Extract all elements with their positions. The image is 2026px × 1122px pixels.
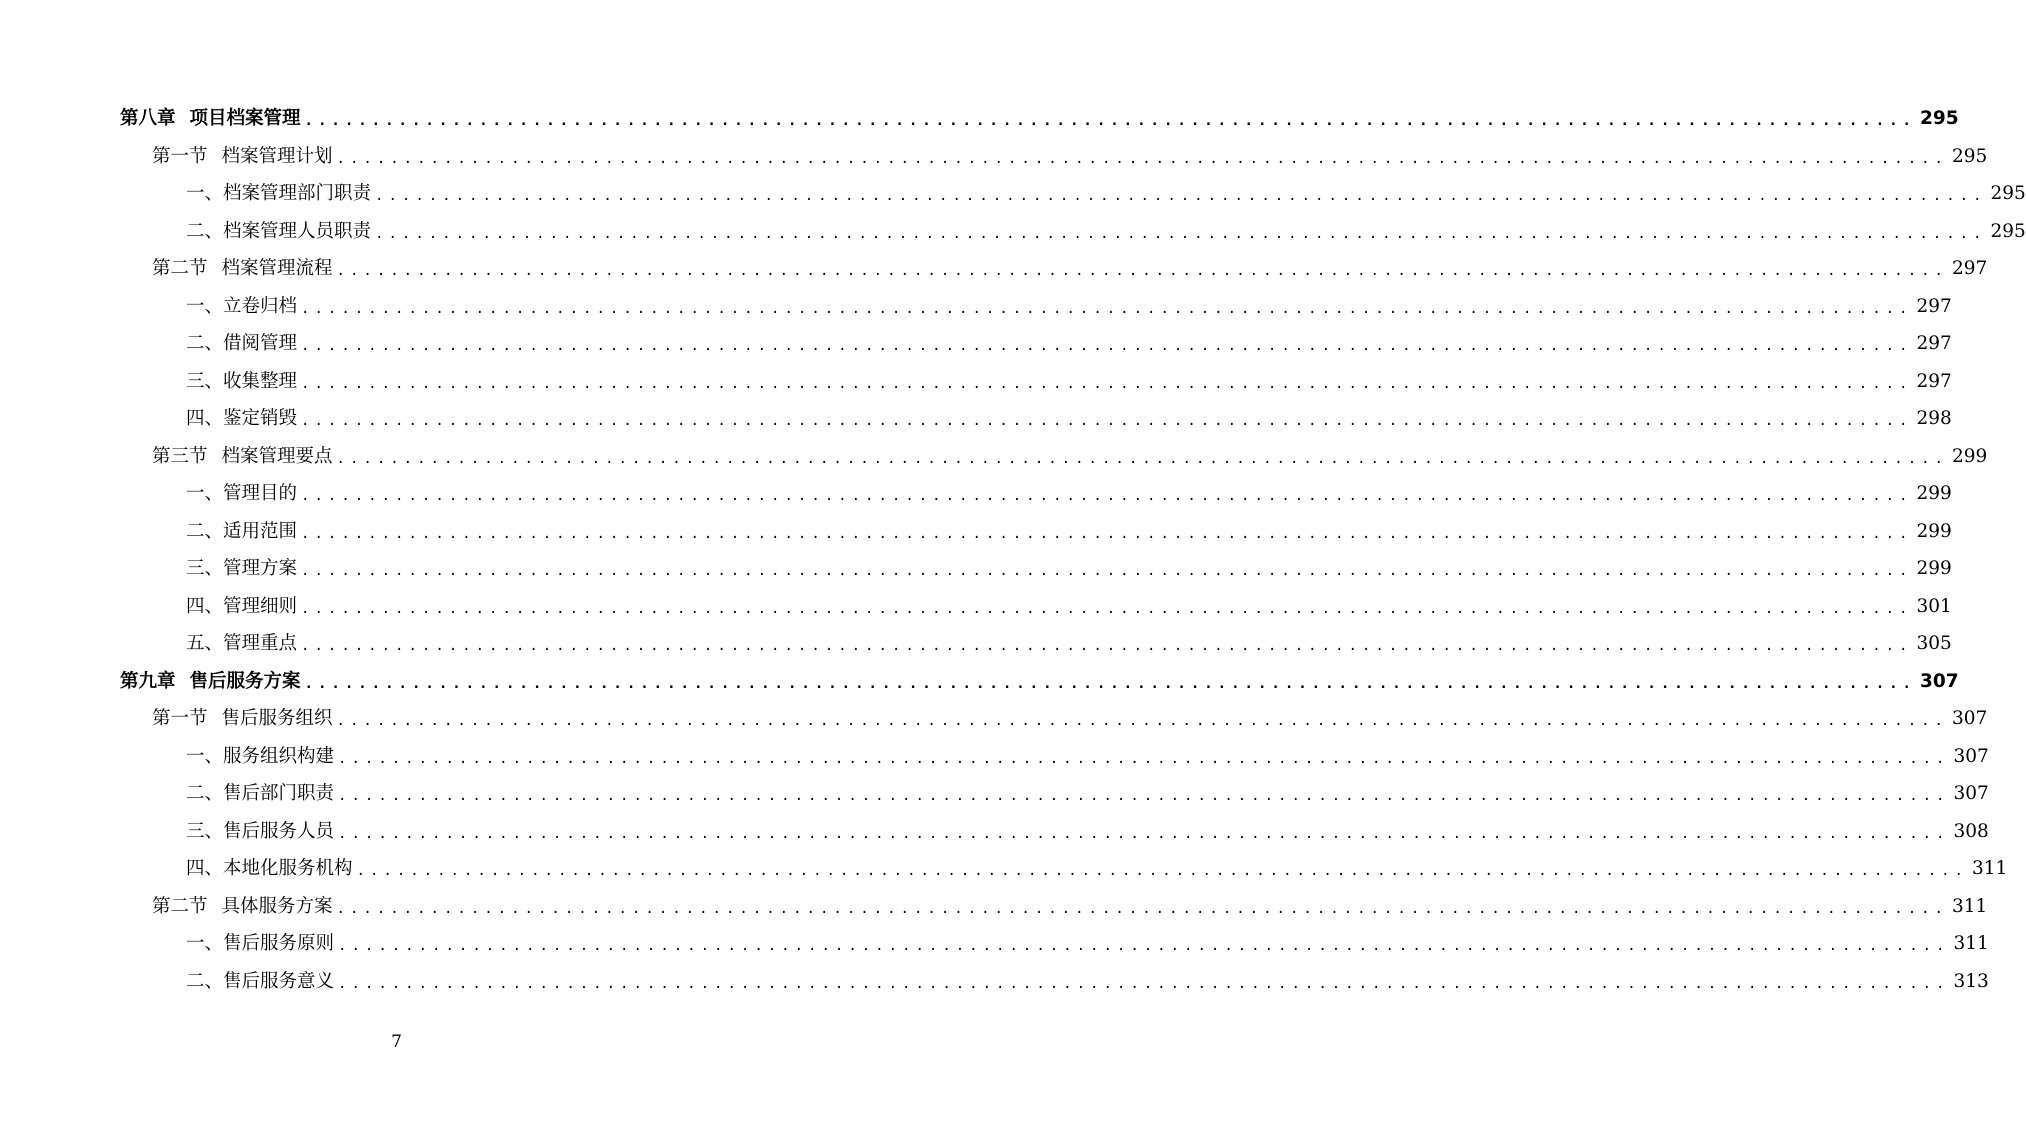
toc-entry-page: 297 — [1951, 258, 1988, 279]
toc-entry-page: 299 — [1916, 520, 1952, 542]
toc-dot-leader: ........................................................................................................................ — [338, 938, 1950, 954]
toc-entry-page: 295 — [1919, 108, 1959, 129]
toc-dot-leader: ........................................................................................................................ — [301, 600, 1913, 617]
toc-entry-number: 第二节 — [152, 258, 208, 279]
toc-entry-page: 298 — [1916, 408, 1952, 429]
toc-entry-page: 311 — [1953, 933, 1989, 954]
toc-dot-leader: ........................................................................................................................ — [301, 488, 1913, 504]
toc-entry-number: 一、 — [186, 483, 224, 504]
toc-dot-leader: ........................................................................................................................ — [336, 713, 1948, 729]
toc-entry-page: 307 — [1919, 670, 1959, 692]
toc-entry[interactable] — [186, 400, 1952, 430]
toc-entry-title: 立卷归档 — [223, 295, 298, 317]
toc-entry[interactable] — [186, 738, 1989, 768]
page-number: 7 — [391, 1032, 402, 1052]
toc-dot-leader: ........................................................................................................................ — [375, 188, 1987, 204]
toc-entry[interactable] — [120, 663, 1959, 693]
toc-entry-title: 管理方案 — [223, 558, 298, 579]
toc-entry-title: 借阅管理 — [223, 333, 298, 354]
toc-entry-number: 一、 — [186, 933, 224, 954]
toc-entry-number: 二、 — [186, 783, 224, 804]
toc-dot-leader: ........................................................................................................................ — [336, 450, 1948, 467]
toc-entry[interactable] — [186, 625, 1952, 655]
toc-entry-number: 第三节 — [152, 445, 208, 467]
toc-dot-leader: ........................................................................................................................ — [375, 225, 1987, 242]
toc-entry-number: 四、 — [186, 408, 224, 429]
toc-entry-number: 一、 — [186, 295, 224, 317]
toc-entry-title: 售后部门职责 — [223, 783, 335, 804]
toc-entry-title: 档案管理要点 — [221, 445, 333, 467]
toc-entry-number: 五、 — [186, 633, 224, 654]
toc-entry-page: 297 — [1916, 333, 1952, 354]
toc-entry-number: 第一节 — [152, 145, 208, 167]
toc-dot-leader: ........................................................................................................................ — [338, 750, 1950, 767]
toc-entry-title: 档案管理计划 — [221, 145, 333, 167]
toc-entry-number: 二、 — [186, 520, 224, 542]
toc-entry-number: 三、 — [186, 820, 224, 842]
toc-entry-title: 收集整理 — [223, 370, 298, 392]
toc-dot-leader: ........................................................................................................................ — [301, 638, 1913, 654]
toc-entry-page: 311 — [1951, 895, 1988, 917]
toc-entry-page: 313 — [1953, 970, 1989, 992]
toc-entry-title: 售后服务原则 — [223, 933, 335, 954]
toc-dot-leader: ........................................................................................................................ — [304, 675, 1916, 692]
toc-entry-title: 售后服务方案 — [189, 670, 301, 692]
toc-entry[interactable] — [186, 325, 1952, 355]
toc-entry-number: 第九章 — [120, 670, 176, 692]
toc-dot-leader: ........................................................................................................................ — [304, 113, 1916, 129]
toc-entry-number: 四、 — [186, 858, 224, 879]
toc-entry[interactable] — [186, 363, 1952, 393]
toc-entry-title: 售后服务组织 — [221, 708, 333, 729]
toc-entry-title: 档案管理流程 — [221, 258, 333, 279]
toc-entry-number: 第八章 — [120, 108, 176, 129]
toc-entry[interactable] — [186, 588, 1952, 618]
toc-entry[interactable] — [186, 288, 1952, 318]
toc-entry-title: 服务组织构建 — [223, 745, 335, 767]
toc-dot-leader: ........................................................................................................................ — [338, 788, 1950, 804]
toc-entry-number: 一、 — [186, 183, 224, 204]
toc-entry-number: 三、 — [186, 558, 224, 579]
toc-entry-page: 295 — [1990, 220, 2026, 242]
toc-entry-title: 鉴定销毁 — [223, 408, 298, 429]
toc-entry-title: 管理目的 — [223, 483, 298, 504]
toc-entry-number: 四、 — [186, 595, 224, 617]
toc-entry-page: 305 — [1916, 633, 1952, 654]
toc-dot-leader: ........................................................................................................................ — [336, 150, 1948, 167]
toc-entry[interactable] — [186, 925, 1989, 955]
toc-entry-number: 二、 — [186, 333, 224, 354]
toc-entry[interactable] — [152, 438, 1988, 468]
toc-entry-title: 档案管理部门职责 — [223, 183, 372, 204]
toc-entry[interactable] — [186, 475, 1952, 505]
toc-entry-page: 299 — [1951, 445, 1988, 467]
toc-entry-page: 308 — [1953, 820, 1989, 842]
toc-entry-title: 管理重点 — [223, 633, 298, 654]
toc-entry-title: 售后服务意义 — [223, 970, 335, 992]
toc-entry-title: 项目档案管理 — [189, 108, 301, 129]
toc-entry-page: 307 — [1951, 708, 1988, 729]
toc-entry-page: 301 — [1916, 595, 1952, 617]
toc-dot-leader: ........................................................................................................................ — [356, 863, 1968, 879]
toc-dot-leader: ........................................................................................................................ — [301, 563, 1913, 579]
toc-entry-title: 售后服务人员 — [223, 820, 335, 842]
toc-entry-number: 二、 — [186, 970, 224, 992]
toc-dot-leader: ........................................................................................................................ — [301, 413, 1913, 429]
toc-entry-page: 297 — [1916, 370, 1952, 392]
toc-entry-number: 三、 — [186, 370, 224, 392]
toc-entry-page: 297 — [1916, 295, 1952, 317]
toc-entry-page: 307 — [1953, 745, 1989, 767]
toc-dot-leader: ........................................................................................................................ — [338, 825, 1950, 842]
toc-dot-leader: ........................................................................................................................ — [301, 300, 1913, 317]
toc-entry-title: 档案管理人员职责 — [223, 220, 372, 242]
toc-entry[interactable] — [120, 100, 1959, 130]
toc-dot-leader: ........................................................................................................................ — [301, 375, 1913, 392]
toc-entry-number: 一、 — [186, 745, 224, 767]
toc-entry[interactable] — [152, 700, 1988, 730]
toc-entry-page: 311 — [1971, 858, 2008, 879]
toc-entry-page: 295 — [1951, 145, 1988, 167]
toc-entry[interactable] — [186, 850, 2008, 880]
toc-dot-leader: ........................................................................................................................ — [301, 525, 1913, 542]
toc-entry-number: 第一节 — [152, 708, 208, 729]
toc-dot-leader: ........................................................................................................................ — [336, 263, 1948, 279]
toc-entry-page: 295 — [1990, 183, 2026, 204]
toc-entry-title: 具体服务方案 — [221, 895, 333, 917]
toc-entry-title: 适用范围 — [223, 520, 298, 542]
toc-entry[interactable] — [186, 175, 2026, 205]
toc-entry[interactable] — [186, 513, 1952, 543]
toc-entry[interactable] — [152, 250, 1988, 280]
toc-dot-leader: ........................................................................................................................ — [301, 338, 1913, 354]
toc-entry-number: 第二节 — [152, 895, 208, 917]
toc-dot-leader: ........................................................................................................................ — [336, 900, 1948, 917]
toc-entry-page: 299 — [1916, 558, 1952, 579]
toc-entry[interactable] — [186, 550, 1952, 580]
toc-entry-title: 本地化服务机构 — [223, 858, 353, 879]
toc-entry-page: 299 — [1916, 483, 1952, 504]
toc-entry-title: 管理细则 — [223, 595, 298, 617]
toc-entry[interactable] — [186, 813, 1989, 843]
toc-entry[interactable] — [186, 775, 1989, 805]
toc-entry[interactable] — [186, 963, 1989, 993]
toc-entry[interactable] — [186, 213, 2026, 243]
toc-entry[interactable] — [152, 888, 1988, 918]
toc-entry-number: 二、 — [186, 220, 224, 242]
toc-entry-page: 307 — [1953, 783, 1989, 804]
toc-dot-leader: ........................................................................................................................ — [338, 975, 1950, 992]
toc-entry[interactable] — [152, 138, 1988, 168]
